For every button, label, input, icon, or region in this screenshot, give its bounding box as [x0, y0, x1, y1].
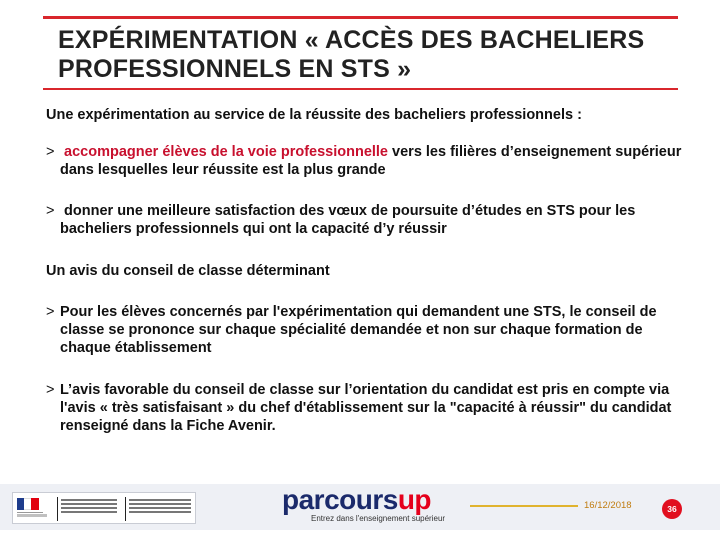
bullet-1-rest: vers les filières d’enseignement supérieur dans lesquelles leur réussite est la plus grande	[60, 144, 682, 178]
footer-divider	[470, 505, 578, 507]
bullet-1-highlight: accompagner élèves de la voie professionnelle	[64, 144, 389, 160]
bullet-3	[46, 303, 686, 357]
bullet-1-text	[46, 143, 686, 179]
ministry-education-logo	[57, 497, 117, 521]
ministry-logos	[12, 492, 196, 524]
parcoursup-logo	[282, 485, 431, 515]
slide-date: 16/12/2018	[584, 500, 632, 511]
page-number-badge: 36	[662, 499, 682, 519]
bullet-4	[46, 381, 686, 435]
ministry-higher-education-logo	[125, 497, 191, 521]
title-rule-top	[43, 16, 678, 19]
bullet-2-text	[46, 202, 686, 238]
subheading: Un avis du conseil de classe déterminant	[46, 263, 330, 279]
parcoursup-tagline: Entrez dans l'enseignement supérieur	[311, 514, 446, 523]
bullet-4-text: L’avis favorable du conseil de classe sur l’orientation du candidat est pris en compte via l'avis « très satisfaisant » du chef d'établissement sur la "capacité à réussir" du candidat renseigné dans la Fiche Avenir.	[60, 382, 672, 434]
bullet-arrow-icon: >	[46, 304, 55, 320]
parcoursup-accent: up	[397, 484, 432, 515]
intro-text: Une expérimentation au service de la réussite des bacheliers professionnels :	[46, 107, 582, 123]
title-rule-bottom	[43, 88, 678, 90]
bullet-arrow-icon: >	[46, 144, 55, 160]
bullet-2	[46, 202, 686, 238]
bullet-1	[46, 143, 686, 179]
bullet-2-body: donner une meilleure satisfaction des vœux de poursuite d’études en STS pour les bacheliers professionnels qui ont la capacité d’y réussir	[60, 203, 636, 237]
bullet-3-text: Pour les élèves concernés par l'expérimentation qui demandent une STS, le conseil de classe se prononce sur chaque spécialité demandée et non sur chaque formation de chaque établissement	[60, 304, 657, 356]
marianne-flag-icon	[17, 498, 39, 510]
bullet-arrow-icon: >	[46, 382, 55, 398]
slide-title: EXPÉRIMENTATION « ACCÈS DES BACHELIERS PROFESSIONNELS EN STS »	[58, 26, 645, 83]
marianne-rule	[17, 512, 43, 513]
marianne-caption	[17, 514, 47, 517]
bullet-arrow-icon: >	[46, 203, 55, 219]
parcoursup-wordmark: parcours	[282, 484, 398, 515]
